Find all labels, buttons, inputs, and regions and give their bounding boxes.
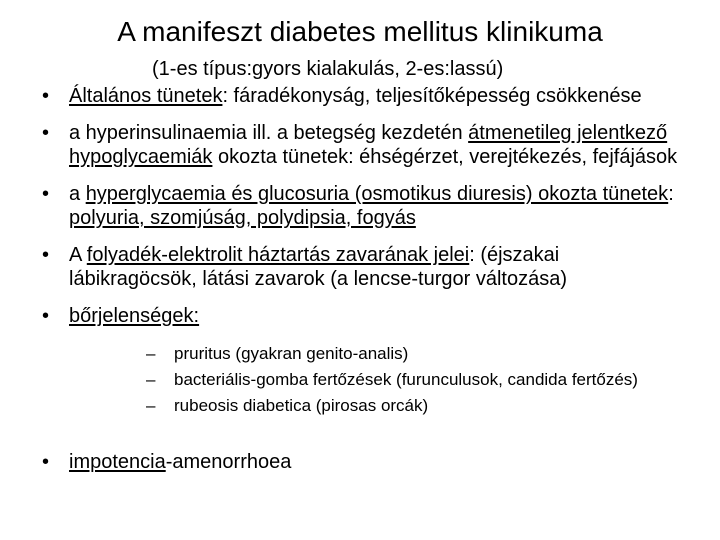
bullet-item-electrolyte [0, 243, 720, 291]
dash-marker: – [146, 370, 156, 389]
bullet-text-underlined: bőrjelenségek: [69, 305, 200, 327]
bullet-text: : [668, 183, 674, 205]
bullet-list [0, 84, 720, 429]
bullet-text-underlined: átmenetileg jelentkező hypoglycaemiák [69, 122, 668, 168]
bullet-text: A [69, 244, 87, 266]
bullet-item-general-symptoms [0, 84, 720, 108]
sub-bullet-text: rubeosis diabetica (pirosas orcák) [174, 396, 429, 415]
dash-marker: – [146, 396, 156, 415]
bullet-marker: • [42, 183, 50, 205]
slide-subtitle: (1-es típus:gyors kialakulás, 2-es:lassú) [152, 58, 504, 80]
bullet-marker: • [42, 85, 50, 107]
bullet-item-impotence [0, 450, 720, 474]
bullet-marker: • [42, 122, 50, 144]
sub-bullet-item [69, 396, 680, 416]
bullet-text-underlined: hyperglycaemia és glucosuria (osmotikus diuresis) okozta tünetek [85, 183, 669, 205]
bullet-marker: • [42, 305, 50, 327]
sub-bullet-item [69, 370, 680, 390]
bullet-text-underlined: folyadék-elektrolit háztartás zavarának jelei [86, 244, 470, 266]
bullet-text: a [69, 183, 86, 205]
bullet-item-hyperglycaemia [0, 182, 720, 230]
dash-marker: – [146, 344, 156, 363]
bullet-marker: • [42, 451, 50, 473]
bullet-text-underlined: Általános tünetek [69, 85, 223, 107]
sub-bullet-text: bacteriális-gomba fertőzések (furunculusok, candida fertőzés) [174, 370, 638, 389]
sub-bullet-item [69, 344, 680, 364]
bullet-text-underlined: impotencia [69, 451, 166, 473]
slide-title: A manifeszt diabetes mellitus klinikuma [117, 16, 603, 47]
bullet-text-underlined: polyuria, szomjúság, polydipsia, fogyás [69, 207, 416, 229]
bullet-marker: • [42, 244, 50, 266]
bullet-text: : fáradékonyság, teljesítőképesség csökkenése [222, 85, 642, 107]
bullet-item-hyperinsulinaemia [0, 121, 720, 169]
last-bullet-container [0, 450, 720, 487]
bullet-text: -amenorrhoea [165, 451, 292, 473]
bullet-text: okozta tünetek: éhségérzet, verejtékezés, fejfájások [212, 146, 678, 168]
sub-bullet-text: pruritus (gyakran genito-analis) [174, 344, 409, 363]
bullet-item-skin-symptoms [0, 304, 720, 416]
bullet-text: a hyperinsulinaemia ill. a betegség kezdetén [69, 122, 469, 144]
bullet-text: : (éjszakai lábikragöcsök, látási zavarok (a lencse-turgor változása) [69, 244, 567, 290]
sub-bullet-list [69, 344, 680, 416]
